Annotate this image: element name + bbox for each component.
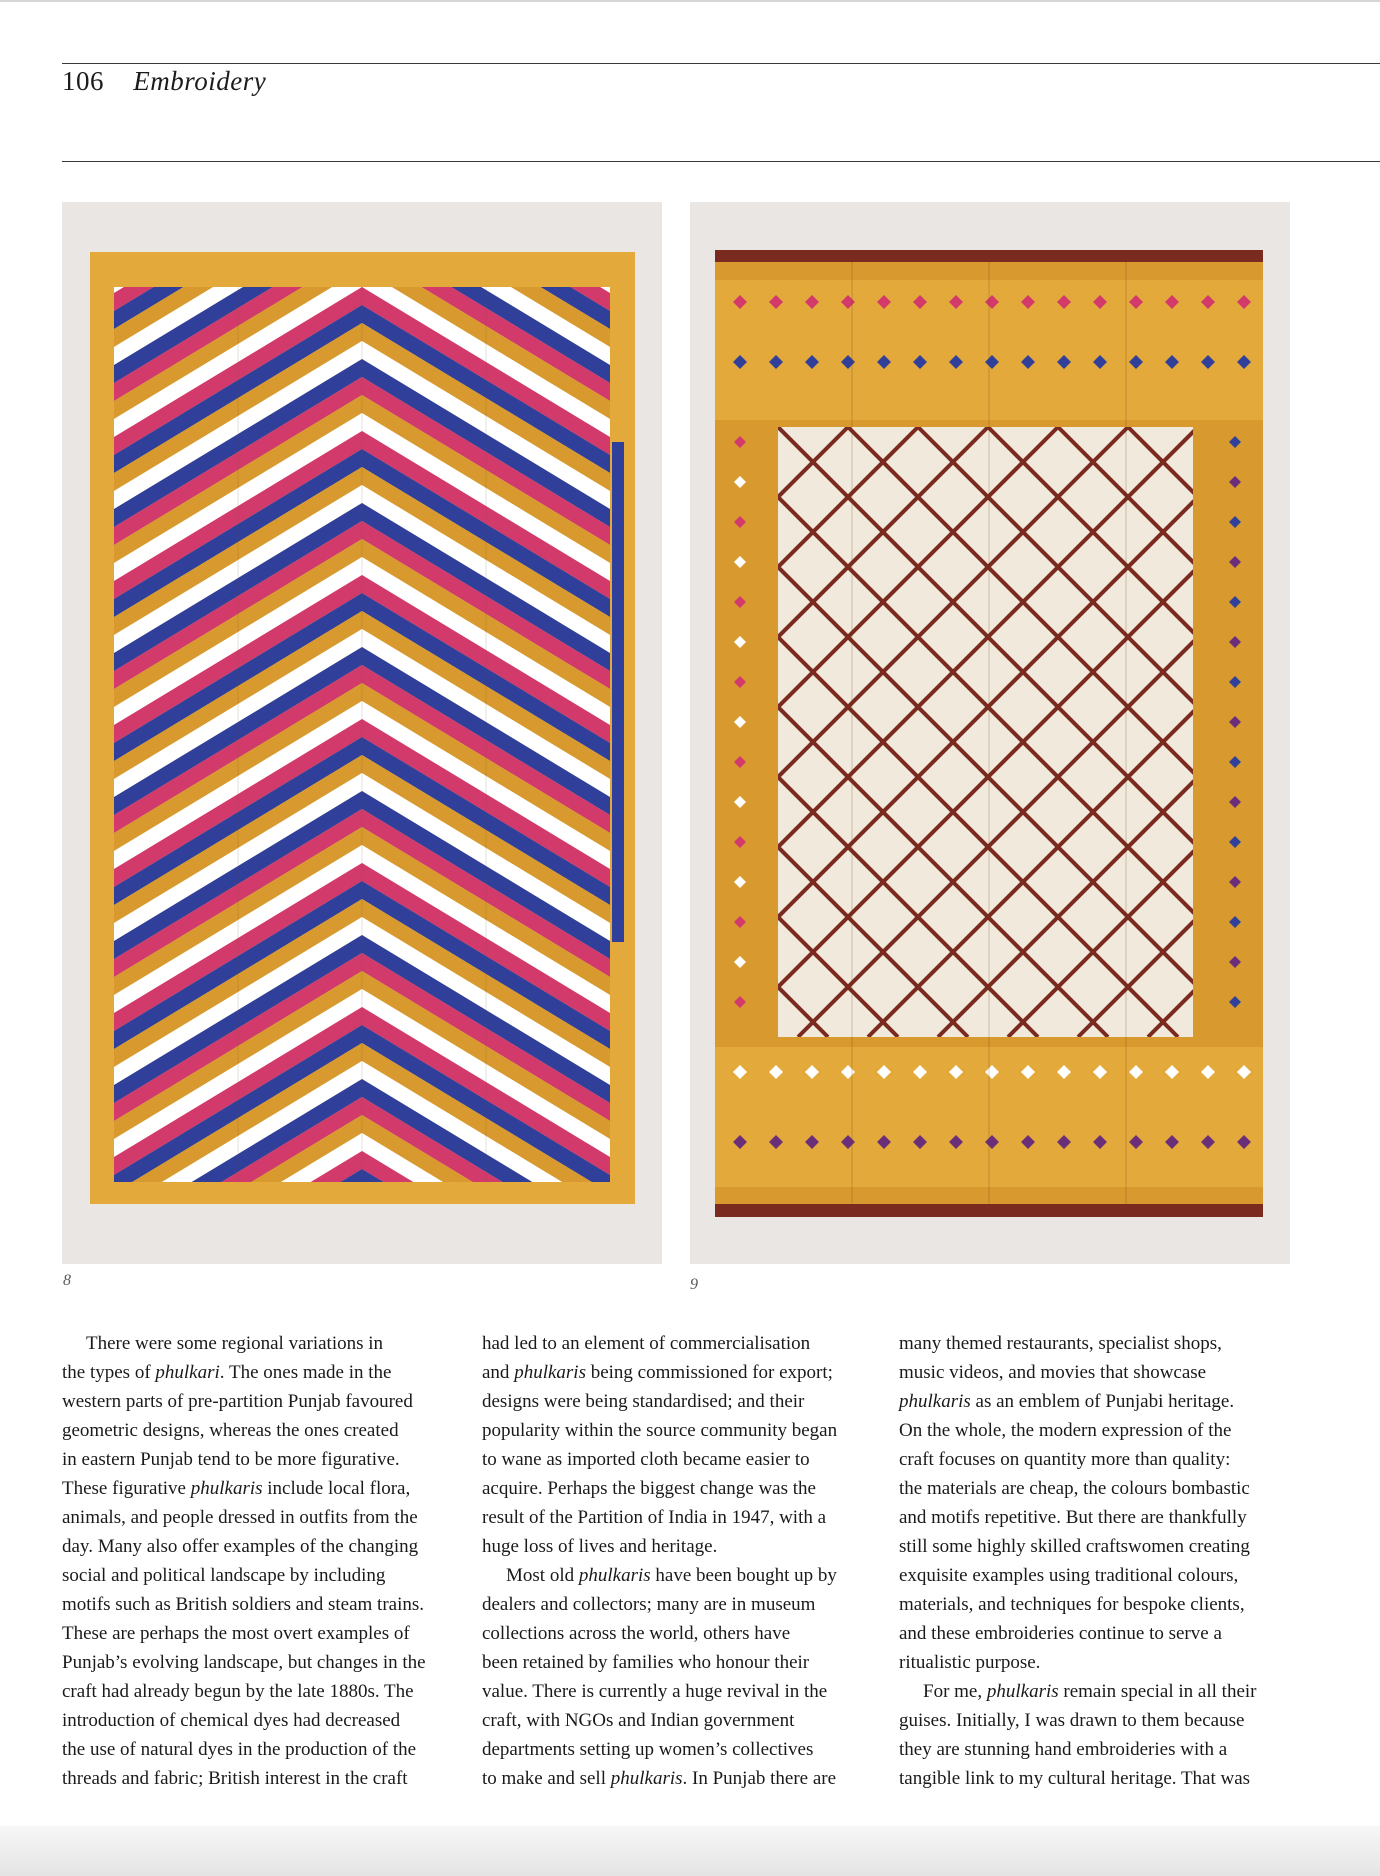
paragraph-line: western parts of pre-partition Punjab favoured bbox=[62, 1391, 413, 1412]
page-bottom-shade bbox=[0, 1826, 1380, 1876]
text-column-2 bbox=[482, 1329, 882, 1793]
paragraph-line: Punjab’s evolving landscape, but changes in the bbox=[62, 1652, 426, 1673]
paragraph-line: introduction of chemical dyes had decreased bbox=[62, 1710, 401, 1731]
paragraph-line: These figurative phulkaris include local flora, bbox=[62, 1478, 411, 1499]
paragraph-line: acquire. Perhaps the biggest change was the bbox=[482, 1478, 816, 1499]
paragraph-line: in eastern Punjab tend to be more figurative. bbox=[62, 1449, 400, 1470]
paragraph-line: craft focuses on quantity more than quality: bbox=[899, 1449, 1231, 1470]
header-rule-bottom bbox=[62, 161, 1380, 162]
figure-8-number: 8 bbox=[63, 1272, 71, 1289]
paragraph-line: the materials are cheap, the colours bombastic bbox=[899, 1478, 1250, 1499]
running-head bbox=[62, 66, 266, 97]
paragraph-line: music videos, and movies that showcase bbox=[899, 1362, 1207, 1383]
zigzag-phulkari-image bbox=[62, 202, 662, 1264]
paragraph-line: been retained by families who honour their bbox=[482, 1652, 810, 1673]
section-title: Embroidery bbox=[133, 66, 267, 96]
paragraph-line: guises. Initially, I was drawn to them because bbox=[899, 1710, 1245, 1731]
paragraph-line: craft had already begun by the late 1880s. The bbox=[62, 1681, 414, 1702]
paragraph-line: and motifs repetitive. But there are thankfully bbox=[899, 1507, 1247, 1528]
paragraph-line: had led to an element of commercialisation bbox=[482, 1333, 811, 1354]
figure-9-number: 9 bbox=[690, 1276, 698, 1293]
side-selvedge bbox=[612, 442, 624, 942]
lattice-phulkari-image bbox=[690, 202, 1290, 1264]
paragraph-line: still some highly skilled craftswomen creating bbox=[899, 1536, 1250, 1557]
paragraph-line: designs were being standardised; and their bbox=[482, 1391, 805, 1412]
paragraph-line: materials, and techniques for bespoke clients, bbox=[899, 1594, 1245, 1615]
header-rule-top bbox=[62, 63, 1380, 64]
paragraph-line: threads and fabric; British interest in the craft bbox=[62, 1768, 408, 1789]
paragraph-line: For me, phulkaris remain special in all their bbox=[923, 1681, 1257, 1702]
paragraph-line: and these embroideries continue to serve a bbox=[899, 1623, 1222, 1644]
paragraph-line: phulkaris as an emblem of Punjabi heritage. bbox=[899, 1391, 1235, 1412]
paragraph-line: social and political landscape by including bbox=[62, 1565, 386, 1586]
paragraph-line: These are perhaps the most overt examples of bbox=[62, 1623, 410, 1644]
paragraph-line: collections across the world, others have bbox=[482, 1623, 791, 1644]
text-column-1 bbox=[62, 1329, 462, 1793]
paragraph-line: huge loss of lives and heritage. bbox=[482, 1536, 718, 1557]
paragraph-line: craft, with NGOs and Indian government bbox=[482, 1710, 795, 1731]
paragraph-line: to make and sell phulkaris. In Punjab there are bbox=[482, 1768, 837, 1789]
paragraph-line: departments setting up women’s collectives bbox=[482, 1739, 814, 1760]
paragraph-line: to wane as imported cloth became easier to bbox=[482, 1449, 810, 1470]
paragraph-line: exquisite examples using traditional colours, bbox=[899, 1565, 1239, 1586]
paragraph-line: ritualistic purpose. bbox=[899, 1652, 1041, 1673]
paragraph-line: geometric designs, whereas the ones created bbox=[62, 1420, 399, 1441]
figure-8-plate bbox=[62, 202, 662, 1264]
paragraph-line: On the whole, the modern expression of the bbox=[899, 1420, 1232, 1441]
paragraph-line: they are stunning hand embroideries with a bbox=[899, 1739, 1228, 1760]
paragraph-line: tangible link to my cultural heritage. That was bbox=[899, 1768, 1251, 1789]
paragraph-line: popularity within the source community began bbox=[482, 1420, 838, 1441]
paragraph-line: value. There is currently a huge revival in the bbox=[482, 1681, 828, 1702]
page-number: 106 bbox=[62, 66, 104, 96]
textile-field bbox=[778, 427, 1193, 1037]
paragraph-line: dealers and collectors; many are in museum bbox=[482, 1594, 816, 1615]
paragraph-line: the use of natural dyes in the production of the bbox=[62, 1739, 417, 1760]
text-column-3 bbox=[899, 1329, 1299, 1793]
paragraph-line: many themed restaurants, specialist shops, bbox=[899, 1333, 1222, 1354]
paragraph-line: Most old phulkaris have been bought up by bbox=[506, 1565, 837, 1586]
paragraph-line: and phulkaris being commissioned for export; bbox=[482, 1362, 833, 1383]
paragraph-line: result of the Partition of India in 1947, with a bbox=[482, 1507, 827, 1528]
figure-9-plate bbox=[690, 202, 1290, 1264]
paragraph-line: There were some regional variations in bbox=[86, 1333, 384, 1354]
paragraph-line: the types of phulkari. The ones made in the bbox=[62, 1362, 392, 1383]
paragraph-line: animals, and people dressed in outfits from the bbox=[62, 1507, 418, 1528]
paragraph-line: motifs such as British soldiers and steam trains. bbox=[62, 1594, 425, 1615]
page-edge bbox=[0, 0, 1380, 2]
paragraph-line: day. Many also offer examples of the changing bbox=[62, 1536, 419, 1557]
